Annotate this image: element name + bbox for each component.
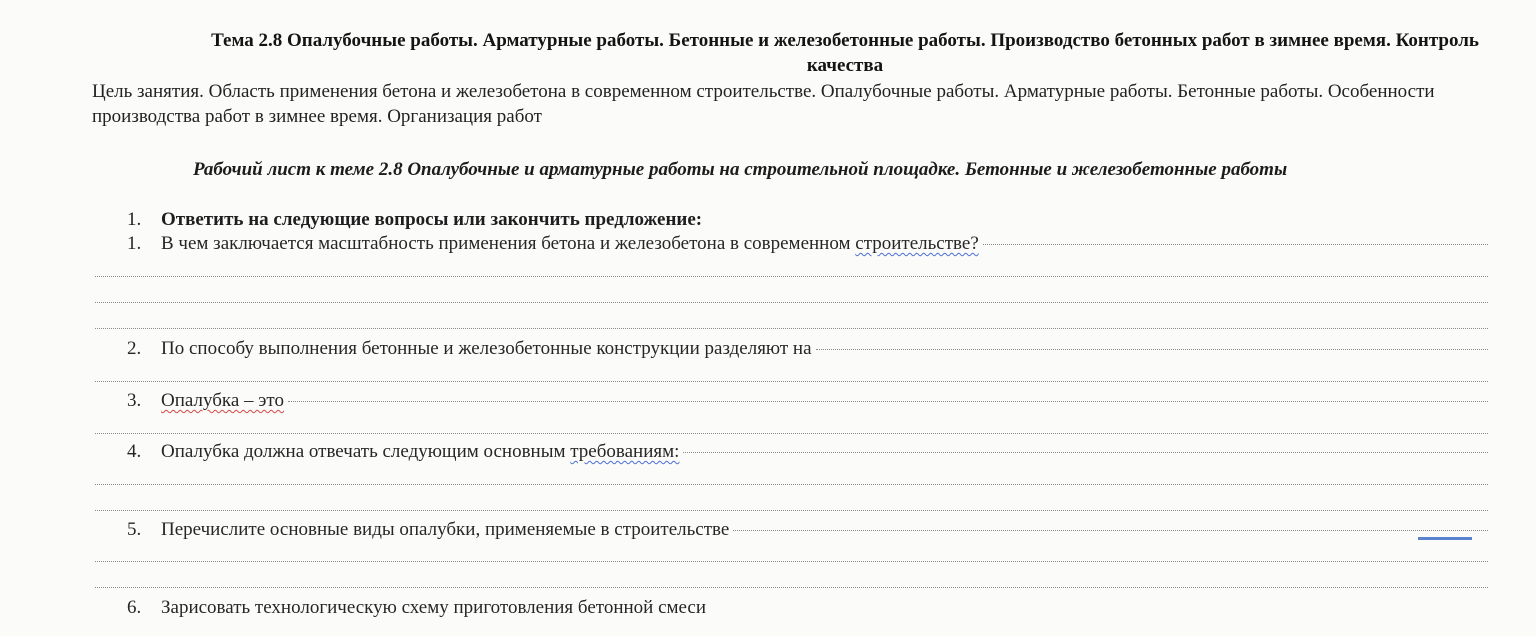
- question-text: Опалубка должна отвечать следующим основным требованиям:: [161, 441, 680, 462]
- answer-line[interactable]: [983, 244, 1488, 245]
- answer-line[interactable]: [95, 276, 1488, 277]
- instruction-text: Ответить на следующие вопросы или закончить предложение:: [161, 209, 703, 230]
- answer-line[interactable]: [95, 510, 1488, 511]
- question-text: В чем заключается масштабность применения бетона и железобетона в современном строительстве?: [161, 233, 979, 254]
- spellcheck-mark: [1418, 537, 1472, 540]
- answer-line[interactable]: [95, 561, 1488, 562]
- question-text: Перечислите основные виды опалубки, применяемые в строительстве: [161, 519, 730, 540]
- instruction-number: 1.: [127, 209, 142, 230]
- question-number: 4.: [127, 441, 142, 462]
- answer-line[interactable]: [683, 452, 1488, 453]
- answer-line[interactable]: [95, 302, 1488, 303]
- question-text: Зарисовать технологическую схему приготовления бетонной смеси: [161, 597, 707, 618]
- question-text: По способу выполнения бетонные и железобетонные конструкции разделяют на: [161, 338, 812, 359]
- question-number: 2.: [127, 338, 142, 359]
- question-1: [127, 232, 1488, 256]
- answer-line[interactable]: [816, 349, 1488, 350]
- instruction: [127, 208, 702, 232]
- question-number: 3.: [127, 390, 142, 411]
- topic-title: Тема 2.8 Опалубочные работы. Арматурные работы. Бетонные и железобетонные работы. Производство бетонных работ в зимнее время. Контроль качества: [211, 30, 1479, 76]
- question-number: 5.: [127, 519, 142, 540]
- question-6: [127, 596, 1488, 620]
- answer-line[interactable]: [95, 433, 1488, 434]
- question-4: [127, 440, 1488, 464]
- answer-line[interactable]: [95, 484, 1488, 485]
- question-5: [127, 518, 1488, 542]
- answer-line[interactable]: [288, 401, 1488, 402]
- answer-line[interactable]: [95, 328, 1488, 329]
- question-number: 6.: [127, 597, 142, 618]
- question-number: 1.: [127, 233, 142, 254]
- question-3: [127, 389, 1488, 413]
- answer-line[interactable]: [95, 381, 1488, 382]
- question-text: Опалубка – это: [161, 390, 284, 411]
- question-2: [127, 337, 1488, 361]
- answer-line[interactable]: [95, 587, 1488, 588]
- answer-line[interactable]: [733, 530, 1488, 531]
- worksheet-title: Рабочий лист к теме 2.8 Опалубочные и арматурные работы на строительной площадке. Бетонные и железобетонные работы: [193, 159, 1288, 180]
- lesson-goal: Цель занятия. Область применения бетона и железобетона в современном строительстве. Опалубочные работы. Арматурные работы. Бетонные работы. Особенности производства работ в зимнее время. Организация работ: [92, 81, 1435, 127]
